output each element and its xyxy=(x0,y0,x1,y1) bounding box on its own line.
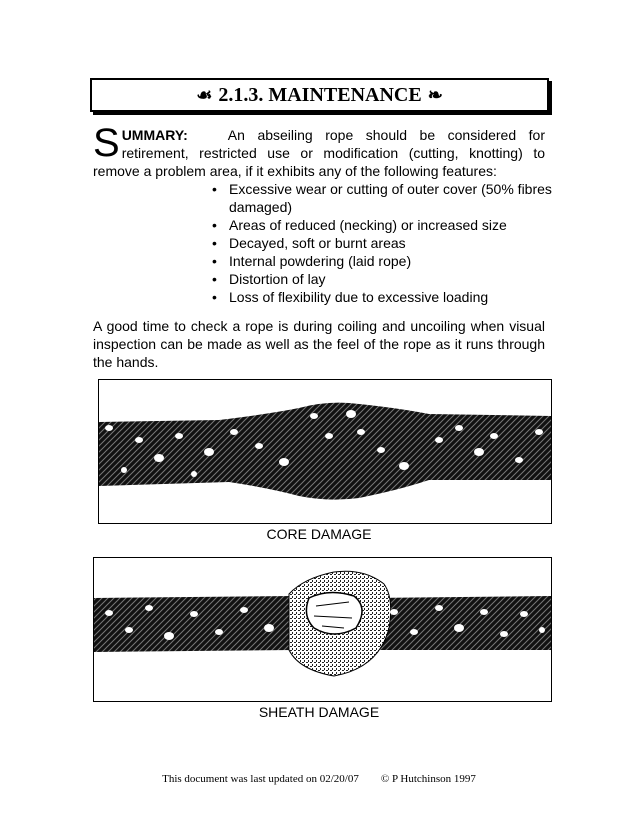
copyright-text: © P Hutchinson 1997 xyxy=(380,773,476,785)
rope-sheath-illustration xyxy=(94,558,551,701)
drop-cap: S xyxy=(93,121,120,165)
core-damage-image xyxy=(98,379,552,524)
figure-caption: CORE DAMAGE xyxy=(266,526,372,542)
inspection-paragraph: A good time to check a rope is during coiling and uncoiling when visual inspection can be made as well as the feel of the rope as it runs through the hands. xyxy=(93,318,545,370)
sheath-damage-image xyxy=(93,557,552,702)
list-item: • Loss of flexibility due to excessive loading xyxy=(212,288,552,306)
floral-ornament-right-icon: ❧ xyxy=(427,84,443,105)
section-title xyxy=(90,78,549,112)
feature-list xyxy=(212,180,552,306)
rope-core-illustration xyxy=(99,380,551,523)
summary-paragraph xyxy=(93,121,545,180)
list-item: • Distortion of lay xyxy=(212,270,552,288)
page-footer xyxy=(0,773,638,785)
section-title-text: 2.1.3. MAINTENANCE xyxy=(218,83,422,106)
list-item: • Excessive wear or cutting of outer cover (50% fibres damaged) xyxy=(212,180,552,216)
list-item: • Internal powdering (laid rope) xyxy=(212,252,552,270)
list-item: • Decayed, soft or burnt areas xyxy=(212,234,552,252)
summary-lead: UMMARY: xyxy=(121,127,188,143)
list-item: • Areas of reduced (necking) or increased size xyxy=(212,216,552,234)
last-updated-text: This document was last updated on 02/20/07 xyxy=(162,773,359,785)
figure-caption: SHEATH DAMAGE xyxy=(258,704,380,720)
summary-text: An abseiling rope should be considered for retirement, restricted use or modification (cutting, knotting) to remove a problem area, if it exhibits any of the following features: xyxy=(93,127,545,179)
floral-ornament-left-icon: ☙ xyxy=(196,84,213,105)
